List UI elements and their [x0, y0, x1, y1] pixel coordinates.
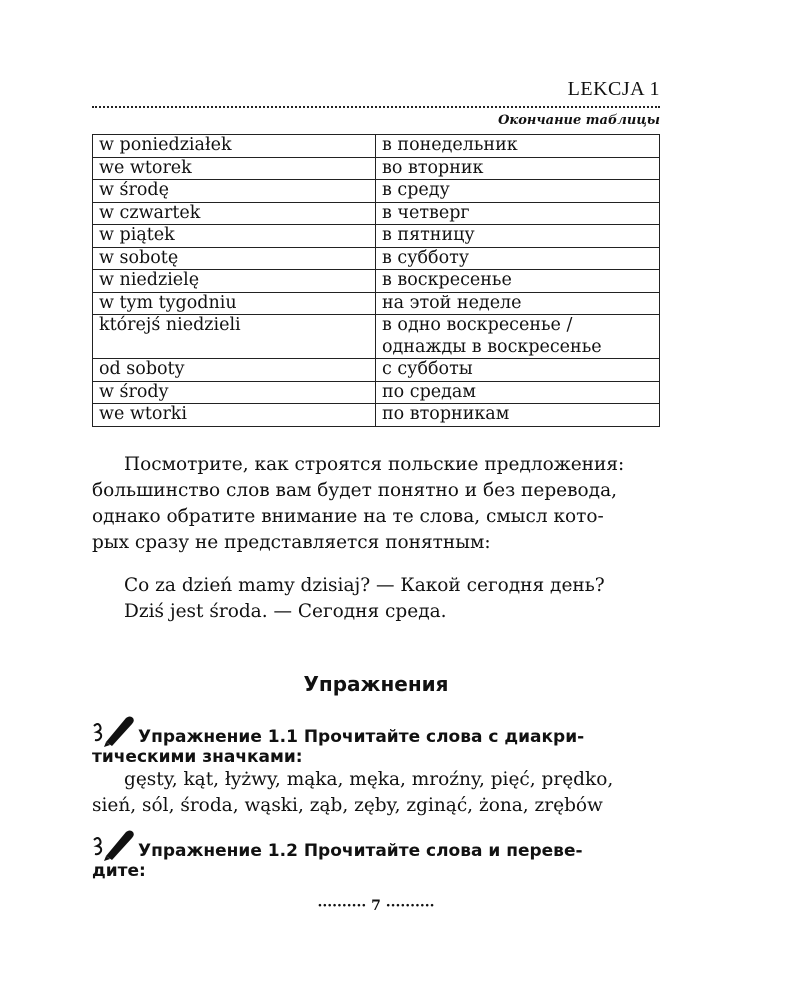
- russian-text: в пятницу: [382, 225, 475, 245]
- table-row: [93, 202, 660, 225]
- exercise-2-title: Упражнение 1.2 Прочитайте слова и переве-: [138, 841, 583, 861]
- running-header: [92, 76, 660, 108]
- russian-cell: [376, 180, 660, 203]
- example-line: Co za dzień mamy dzisiaj? — Какой сегодня день?: [124, 575, 605, 596]
- polish-cell: w tym tygodniu: [93, 292, 376, 315]
- table-row: [93, 381, 660, 404]
- polish-cell: w czwartek: [93, 202, 376, 225]
- table-row: [93, 292, 660, 315]
- russian-text: однажды в воскресенье: [382, 336, 602, 357]
- russian-text: в понедельник: [382, 135, 518, 155]
- table-row: [93, 180, 660, 203]
- exercise-1-title: Упражнение 1.1 Прочитайте слова с диакри-: [138, 727, 585, 747]
- examples-block: [92, 573, 660, 625]
- lesson-title: LEKCJA 1: [567, 78, 660, 100]
- table-row: [93, 270, 660, 293]
- table-row: [93, 359, 660, 382]
- russian-text: по вторникам: [382, 404, 510, 424]
- pen-writing-icon: [92, 826, 136, 862]
- intro-line: однако обратите внимание на те слова, смысл кото-: [92, 506, 604, 527]
- russian-text: на этой неделе: [382, 292, 522, 313]
- table-row: [93, 225, 660, 248]
- polish-cell: we wtorki: [93, 404, 376, 427]
- intro-line: большинство слов вам будет понятно и без перевода,: [92, 480, 617, 501]
- section-title: Упражнения: [303, 672, 449, 696]
- page-number: ·········· 7 ··········: [317, 898, 435, 914]
- russian-cell: [376, 270, 660, 293]
- polish-cell: w niedzielę: [93, 270, 376, 293]
- intro-line: Посмотрите, как строятся польские предложения:: [124, 454, 625, 475]
- russian-text: по средам: [382, 381, 476, 402]
- russian-cell: [376, 359, 660, 382]
- russian-cell: [376, 404, 660, 427]
- russian-text: в среду: [382, 180, 450, 200]
- intro-line: рых сразу не представляется понятным:: [92, 532, 491, 553]
- russian-cell: [376, 292, 660, 315]
- russian-cell: [376, 381, 660, 404]
- exercise-1-words: [92, 767, 660, 819]
- russian-cell: [376, 157, 660, 180]
- table-row: [93, 157, 660, 180]
- words-line: sień, sól, środa, wąski, ząb, zęby, zginąć, żona, zrębów: [92, 795, 603, 816]
- polish-cell: w poniedziałek: [93, 135, 376, 158]
- russian-cell: [376, 247, 660, 270]
- pen-writing-icon: [92, 712, 136, 748]
- russian-text: в одно воскресенье /: [382, 315, 573, 335]
- vocabulary-table: [92, 134, 660, 427]
- polish-cell: którejś niedzieli: [93, 315, 376, 359]
- russian-text: с субботы: [382, 359, 473, 379]
- russian-text: в четверг: [382, 202, 470, 223]
- intro-paragraph: [92, 452, 660, 556]
- polish-cell: w piątek: [93, 225, 376, 248]
- exercise-1-heading: [92, 712, 660, 770]
- russian-text: во вторник: [382, 157, 484, 178]
- exercise-1-title-cont: тическими значками:: [92, 747, 303, 767]
- russian-text: в воскресенье: [382, 270, 512, 290]
- exercise-2-heading: [92, 826, 660, 884]
- table-row: [93, 247, 660, 270]
- table-row: [93, 135, 660, 158]
- polish-cell: we wtorek: [93, 157, 376, 180]
- polish-cell: w środę: [93, 180, 376, 203]
- russian-cell: [376, 202, 660, 225]
- table-row: [93, 404, 660, 427]
- russian-cell: [376, 135, 660, 158]
- example-line: Dziś jest środa. — Сегодня среда.: [124, 601, 447, 622]
- table-caption: Окончание таблицы: [498, 113, 660, 128]
- russian-cell: [376, 225, 660, 248]
- exercise-2-title-cont: дите:: [92, 861, 146, 881]
- russian-text: в субботу: [382, 247, 470, 268]
- russian-cell: [376, 315, 660, 359]
- polish-cell: w środy: [93, 381, 376, 404]
- polish-cell: od soboty: [93, 359, 376, 382]
- polish-cell: w sobotę: [93, 247, 376, 270]
- table-row: [93, 315, 660, 359]
- words-line: gęsty, kąt, łyżwy, mąka, męka, mroźny, pięć, prędko,: [124, 769, 614, 790]
